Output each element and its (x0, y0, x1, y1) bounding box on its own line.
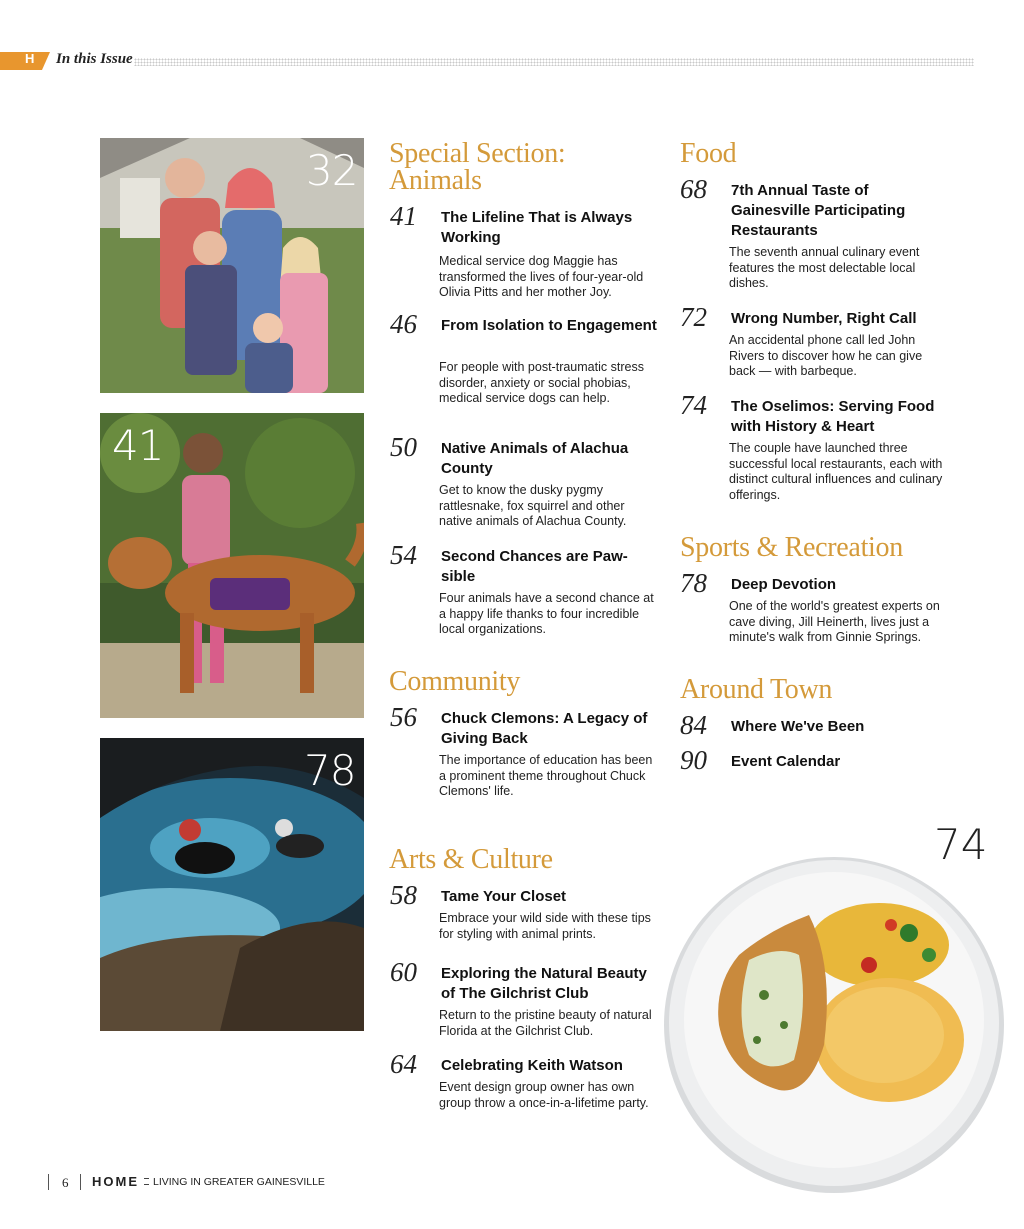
section-title-line: Animals (389, 165, 482, 196)
section-heading-food: Food (680, 138, 737, 169)
entry-title: Deep Devotion (731, 576, 837, 593)
entry-description: Four animals have a second chance at a happy life thanks to four incredible local organizations. (439, 591, 654, 636)
entry-page-number: 90 (680, 745, 707, 775)
section-heading-special (389, 140, 565, 194)
entry-title: Second Chances are Paw-sible (441, 548, 628, 585)
cave-dive-photo (100, 738, 364, 1031)
entry-title: Where We've Been (731, 718, 865, 735)
entry-description: For people with post-traumatic stress disorder, anxiety or social phobias, medical service dogs can help. (439, 360, 644, 405)
footer-separator-icon (144, 1178, 149, 1185)
entry-title: Event Calendar (731, 753, 841, 770)
entry-description: Event design group owner has own group throw a once-in-a-lifetime party. (439, 1080, 649, 1110)
photo-page-number: 78 (304, 746, 356, 795)
entry-description: The importance of education has been a prominent theme throughout Chuck Clemons' life. (439, 753, 653, 798)
badge-letter: H (25, 51, 35, 66)
section-heading-arts: Arts & Culture (389, 844, 553, 875)
entry-description: Embrace your wild side with these tips for styling with animal prints. (439, 911, 651, 941)
entry-title: Tame Your Closet (441, 888, 567, 905)
entry-title: Wrong Number, Right Call (731, 310, 917, 327)
page-number: 6 (62, 1175, 69, 1190)
family-photo (100, 138, 364, 393)
entry-title: Exploring the Natural Beauty of The Gilchrist Club (441, 965, 647, 1002)
footer-divider (80, 1174, 81, 1190)
photo-page-number: 41 (112, 421, 164, 470)
entry-page-number: 58 (390, 880, 417, 910)
entry-page-number: 50 (390, 432, 417, 462)
entry-page-number: 68 (680, 174, 707, 204)
entry-page-number: 60 (390, 957, 417, 987)
entry-description: Medical service dog Maggie has transformed the lives of four-year-old Olivia Pitts and her mother Joy. (439, 254, 644, 299)
entry-description: Return to the pristine beauty of natural Florida at the Gilchrist Club. (439, 1008, 652, 1038)
dotted-divider (134, 58, 974, 66)
entry-description: The seventh annual culinary event features the most delectable local dishes. (729, 245, 920, 290)
service-dog-photo (100, 413, 364, 718)
entry-description: One of the world's greatest experts on cave diving, Jill Heinerth, lives just a minute's walk from Ginnie Springs. (729, 599, 940, 644)
entry-title: 7th Annual Taste of Gainesville Participating Restaurants (731, 182, 906, 239)
entry-title: From Isolation to Engagement (441, 317, 657, 334)
section-heading-sports: Sports & Recreation (680, 532, 903, 563)
issue-header (0, 50, 1024, 72)
entry-title: Native Animals of Alachua County (441, 440, 629, 477)
footer-divider (48, 1174, 49, 1190)
food-photo-page-number: 74 (934, 820, 988, 869)
entry-page-number: 64 (390, 1049, 417, 1079)
footer-tagline: LIVING IN GREATER GAINESVILLE (153, 1176, 325, 1188)
entry-page-number: 72 (680, 302, 707, 332)
entry-page-number: 84 (680, 710, 707, 740)
entry-page-number: 41 (390, 201, 417, 231)
entry-page-number: 78 (680, 568, 707, 598)
entry-page-number: 46 (390, 309, 417, 339)
entry-title: Celebrating Keith Watson (441, 1057, 623, 1074)
footer-brand: HOME (92, 1174, 139, 1189)
entry-title: The Lifeline That is Always Working (441, 209, 633, 246)
entry-description: The couple have launched three successful local restaurants, each with distinct cultural influences and culinary offerings. (729, 441, 943, 502)
entry-description: Get to know the dusky pygmy rattlesnake, fox squirrel and other native animals of Alachua County. (439, 483, 627, 528)
entry-page-number: 74 (680, 390, 707, 420)
entry-page-number: 54 (390, 540, 417, 570)
entry-description: An accidental phone call led John Rivers to discover how he can give back — with barbeque. (729, 333, 923, 378)
section-title-line: Special Section: (389, 138, 566, 169)
entry-title: The Oselimos: Serving Food with History & Heart (731, 398, 935, 435)
food-plate-photo (659, 845, 1005, 1195)
section-heading-around-town: Around Town (680, 674, 833, 705)
photo-page-number: 32 (306, 146, 358, 195)
section-heading-community: Community (389, 666, 521, 697)
page-title: In this Issue (56, 51, 133, 67)
entry-title: Chuck Clemons: A Legacy of Giving Back (441, 710, 648, 747)
entry-page-number: 56 (390, 702, 417, 732)
